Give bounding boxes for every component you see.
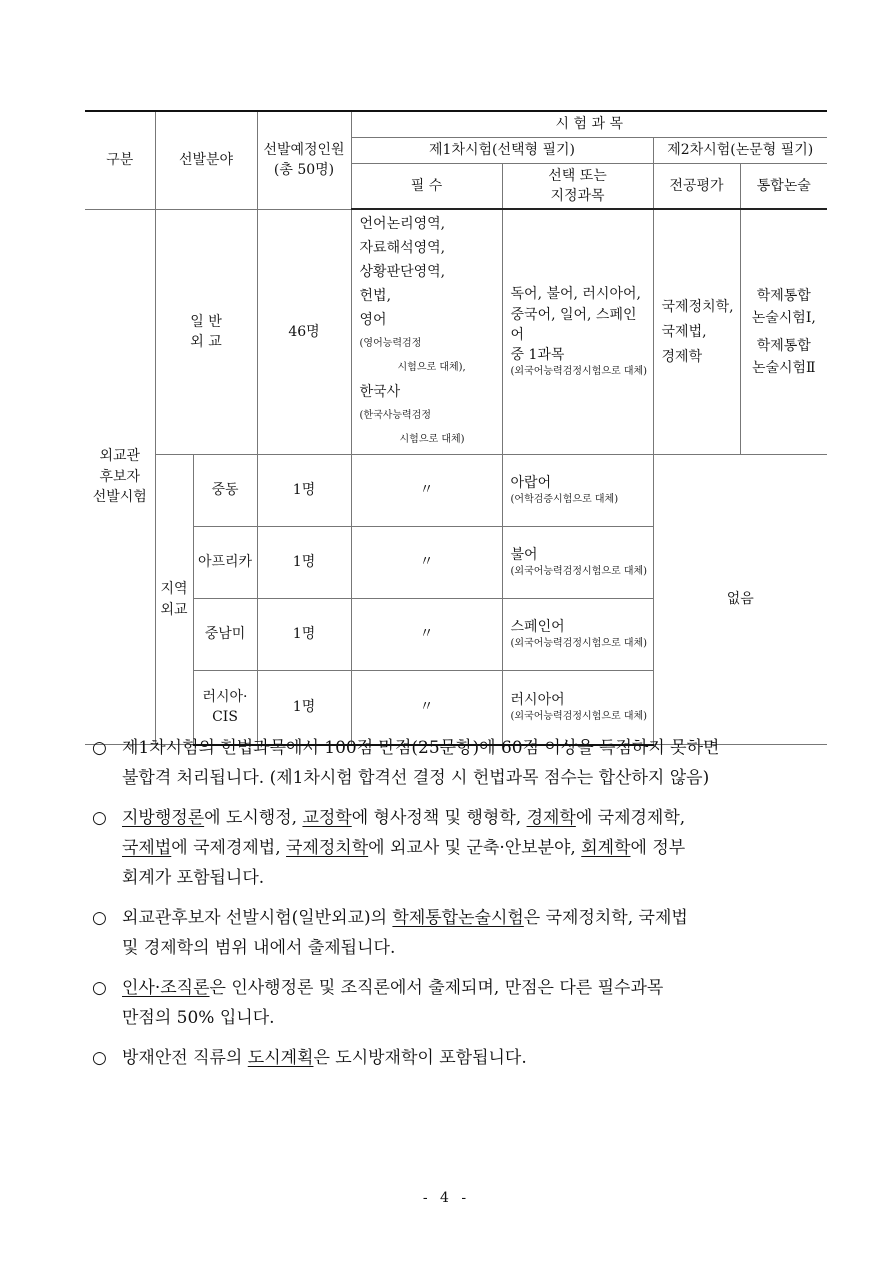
region-name: 중동 xyxy=(193,455,257,527)
header-second-exam: 제2차시험(논문형 필기) xyxy=(653,137,827,163)
notes-section xyxy=(92,733,817,1083)
region-name: 중남미 xyxy=(193,599,257,671)
note-urban-planning: ○ 방재안전 직류의 도시계획은 도시방재학이 포함됩니다. xyxy=(92,1043,817,1073)
region-quota: 1명 xyxy=(257,527,351,599)
region-quota: 1명 xyxy=(257,599,351,671)
region-language: 불어 (외국어능력검정시험으로 대체) xyxy=(502,527,653,599)
header-quota: 선발예정인원 (총 50명) xyxy=(257,111,351,209)
header-major-eval: 전공평가 xyxy=(653,163,740,209)
note-bullet: ○ xyxy=(92,908,107,928)
header-field: 선발분야 xyxy=(155,111,257,209)
note-constitution: ○ 제1차시험의 헌법과목에서 100점 만점(25문항)에 60점 이상을 득점하지 못하면 불합격 처리됩니다. (제1차시험 합격선 결정 시 헌법과목 점수는 합산하지 않음) xyxy=(92,733,817,793)
note-bullet: ○ xyxy=(92,1048,107,1068)
note-integrated-essay: ○ 외교관후보자 선발시험(일반외교)의 학제통합논술시험은 국제정치학, 국제법 및 경제학의 범위 내에서 출제됩니다. xyxy=(92,903,817,963)
header-first-exam: 제1차시험(선택형 필기) xyxy=(351,137,653,163)
general-field: 일 반 외 교 xyxy=(155,209,257,455)
region-required: 〃 xyxy=(351,671,502,745)
note-bullet: ○ xyxy=(92,978,107,998)
regional-label: 지역 외교 xyxy=(155,455,193,745)
exam-subjects-table xyxy=(85,110,827,746)
category-cell: 외교관 후보자 선발시험 xyxy=(85,209,155,745)
region-quota: 1명 xyxy=(257,455,351,527)
general-elective: 독어, 불어, 러시아어, 중국어, 일어, 스페인어 중 1과목 (외국어능력검정시험으로 대체) xyxy=(502,209,653,455)
region-name: 러시아· CIS xyxy=(193,671,257,745)
region-language: 스페인어 (외국어능력검정시험으로 대체) xyxy=(502,599,653,671)
header-category: 구분 xyxy=(85,111,155,209)
second-exam-none: 없음 xyxy=(653,455,827,745)
header-required: 필 수 xyxy=(351,163,502,209)
header-subjects: 시 험 과 목 xyxy=(351,111,827,137)
header-elective: 선택 또는 지정과목 xyxy=(502,163,653,209)
note-bullet: ○ xyxy=(92,738,107,758)
region-language: 아랍어 (어학검증시험으로 대체) xyxy=(502,455,653,527)
general-quota: 46명 xyxy=(257,209,351,455)
region-language: 러시아어 (외국어능력검정시험으로 대체) xyxy=(502,671,653,745)
region-name: 아프리카 xyxy=(193,527,257,599)
general-major: 국제정치학, 국제법, 경제학 xyxy=(653,209,740,455)
general-essay: 학제통합 논술시험Ⅰ, 학제통합 논술시험Ⅱ xyxy=(740,209,827,455)
region-required: 〃 xyxy=(351,527,502,599)
region-required: 〃 xyxy=(351,455,502,527)
region-quota: 1명 xyxy=(257,671,351,745)
note-hr-org: ○ 인사·조직론은 인사행정론 및 조직론에서 출제되며, 만점은 다른 필수과목 만점의 50% 입니다. xyxy=(92,973,817,1033)
page-number: - 4 - xyxy=(422,1190,471,1206)
header-integrated-essay: 통합논술 xyxy=(740,163,827,209)
general-required: 언어논리영역, 자료해석영역, 상황판단영역, 헌법, 영어 (영어능력검정 시험으로 대체), 한국사 (한국사능력검정 시험으로 대체) xyxy=(351,209,502,455)
note-bullet: ○ xyxy=(92,808,107,828)
note-subject-scope: ○ 지방행정론에 도시행정, 교정학에 형사정책 및 행형학, 경제학에 국제경제학, 국제법에 국제경제법, 국제정치학에 외교사 및 군축·안보분야, 회계학에 정부 회계가 포함됩니다. xyxy=(92,803,817,893)
region-required: 〃 xyxy=(351,599,502,671)
